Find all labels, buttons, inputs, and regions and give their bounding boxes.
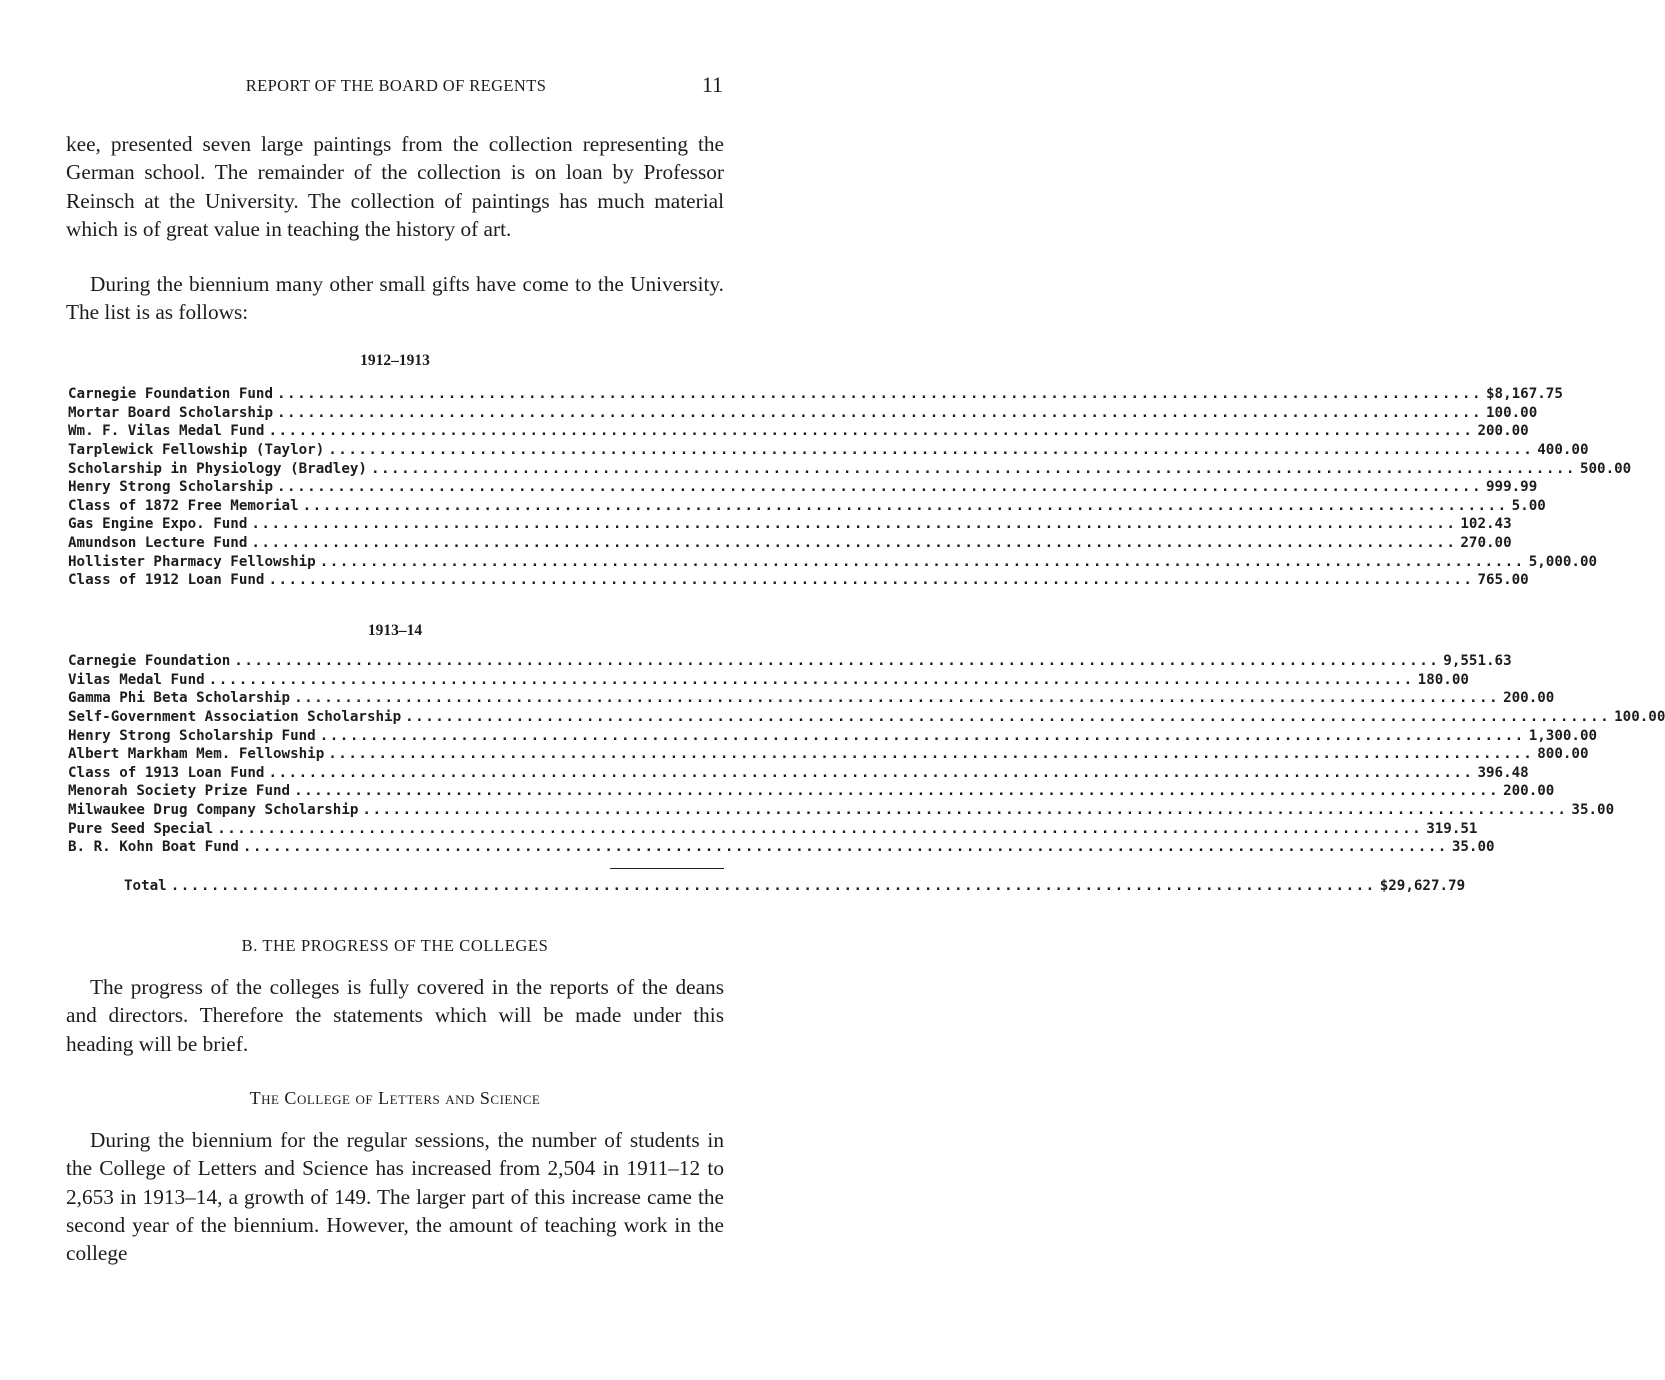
total-rule xyxy=(610,868,724,869)
gift-amount: 396.48 xyxy=(1477,764,1529,781)
gift-amount: 800.00 xyxy=(1537,746,1589,763)
gift-row xyxy=(68,839,1495,858)
gift-row xyxy=(68,479,1538,498)
gift-row xyxy=(68,553,1598,573)
total-row xyxy=(124,878,1466,897)
gift-row xyxy=(68,535,1512,554)
dot-leader: ........................................................................................................................ xyxy=(268,572,1474,589)
page-header xyxy=(66,72,726,102)
dot-leader: ........................................................................................................................ xyxy=(251,516,1457,533)
total-amount: $29,627.79 xyxy=(1379,878,1466,894)
dot-leader: ........................................................................................................................ xyxy=(268,423,1474,440)
gift-row xyxy=(68,727,1598,747)
gift-name: Gamma Phi Beta Scholarship xyxy=(68,690,291,707)
gift-amount: 5,000.00 xyxy=(1528,553,1598,570)
gift-amount: 9,551.63 xyxy=(1443,653,1512,669)
dot-leader: ........................................................................................................................ xyxy=(405,708,1611,725)
gift-amount: 100.00 xyxy=(1486,404,1538,421)
gift-amount: $8,167.75 xyxy=(1486,386,1563,402)
gift-amount: 1,300.00 xyxy=(1528,727,1598,744)
gift-name: B. R. Kohn Boat Fund xyxy=(68,839,239,856)
dot-leader: ........................................................................................................................ xyxy=(217,820,1423,837)
dot-leader: ........................................................................................................................ xyxy=(277,479,1482,496)
gift-amount: 100.00 xyxy=(1614,708,1665,725)
gift-row xyxy=(68,404,1538,424)
dot-leader: ........................................................................................................................ xyxy=(251,535,1457,552)
gift-amount: 35.00 xyxy=(1451,839,1495,856)
dot-leader: ........................................................................................................................ xyxy=(242,839,1448,856)
gift-amount: 319.51 xyxy=(1426,820,1478,837)
gift-name: Vilas Medal Fund xyxy=(68,671,205,688)
paragraph-letters-science: During the biennium for the regular sessions, the number of students in the College of Letters and Science has increased from 2,504 in 1911–12 to 2,653 in 1913–14, a growth of 149. The larger part of this increase came the second year of the biennium. However, the amount of teaching work in the college xyxy=(66,1128,724,1266)
gift-name: Carnegie Foundation Fund xyxy=(68,386,273,402)
dot-leader: ........................................................................................................................ xyxy=(294,783,1500,800)
gift-name: Henry Strong Scholarship xyxy=(68,479,273,496)
gift-name: Tarplewick Fellowship (Taylor) xyxy=(68,441,325,458)
gift-amount: 200.00 xyxy=(1503,690,1555,707)
gift-row xyxy=(68,820,1478,840)
total-leader: ........................................................................................................................ xyxy=(170,878,1376,894)
dot-leader: ........................................................................................................................ xyxy=(208,671,1414,688)
dot-leader: ........................................................................................................................ xyxy=(328,441,1534,458)
gift-amount: 765.00 xyxy=(1477,572,1529,589)
gift-row xyxy=(68,572,1529,591)
gift-amount: 200.00 xyxy=(1477,423,1529,440)
gift-amount: 180.00 xyxy=(1417,671,1469,688)
gift-row xyxy=(68,671,1469,691)
page-number: 11 xyxy=(701,72,723,97)
gift-row xyxy=(68,441,1589,461)
paragraph-colleges-progress: The progress of the colleges is fully covered in the reports of the deans and directors. Therefore the statements which will be made under this heading will be brief. xyxy=(66,975,724,1056)
total-label: Total xyxy=(124,878,167,894)
gift-row xyxy=(68,690,1555,709)
dot-leader: ........................................................................................................................ xyxy=(302,497,1508,514)
gift-amount: 500.00 xyxy=(1579,460,1632,477)
gift-amount: 400.00 xyxy=(1537,441,1589,458)
dot-leader: ........................................................................................................................ xyxy=(370,460,1576,477)
year-heading-1913-14: 1913–14 xyxy=(367,622,423,639)
gift-amount: 270.00 xyxy=(1460,535,1512,552)
gift-name: Milwaukee Drug Company Scholarship xyxy=(68,802,359,819)
gift-name: Class of 1872 Free Memorial xyxy=(68,497,299,514)
gift-row xyxy=(68,497,1546,517)
gift-name: Albert Markham Mem. Fellowship xyxy=(68,746,325,763)
gift-name: Class of 1913 Loan Fund xyxy=(68,764,265,781)
gift-name: Menorah Society Prize Fund xyxy=(68,783,291,800)
gift-row xyxy=(68,423,1529,442)
gift-amount: 35.00 xyxy=(1571,802,1615,819)
dot-leader: ........................................................................................................................ xyxy=(277,386,1482,402)
gift-name: Hollister Pharmacy Fellowship xyxy=(68,553,316,570)
dot-leader: ........................................................................................................................ xyxy=(319,553,1525,570)
dot-leader: ........................................................................................................................ xyxy=(277,404,1482,421)
gift-row xyxy=(68,516,1512,535)
gift-amount: 999.99 xyxy=(1486,479,1538,496)
year-heading-1912-1913: 1912–1913 xyxy=(360,352,430,369)
gift-name: Gas Engine Expo. Fund xyxy=(68,516,248,533)
gift-row xyxy=(68,460,1632,480)
dot-leader: ........................................................................................................................ xyxy=(294,690,1500,707)
section-b-heading: B. THE PROGRESS OF THE COLLEGES xyxy=(241,936,549,955)
paragraph-paintings: kee, presented seven large paintings from the collection representing the German school. The remainder of the collection is on loan by Professor Reinsch at the University. The collection of paintings has much material which is of great value in teaching the history of art. xyxy=(66,132,724,241)
dot-leader: ........................................................................................................................ xyxy=(268,764,1474,781)
paragraph-gifts-intro: During the biennium many other small gifts have come to the University. The list is as follows: xyxy=(66,272,724,325)
gift-row xyxy=(68,653,1512,672)
gift-name: Amundson Lecture Fund xyxy=(68,535,248,552)
gift-name: Wm. F. Vilas Medal Fund xyxy=(68,423,265,440)
gift-name: Class of 1912 Loan Fund xyxy=(68,572,265,589)
gifts-list-1913-14 xyxy=(68,653,1665,858)
dot-leader: ........................................................................................................................ xyxy=(328,746,1534,763)
gift-amount: 102.43 xyxy=(1460,516,1512,533)
gift-row xyxy=(68,802,1615,821)
gift-name: Mortar Board Scholarship xyxy=(68,404,273,421)
dot-leader: ........................................................................................................................ xyxy=(362,802,1568,819)
gift-name: Pure Seed Special xyxy=(68,820,214,837)
dot-leader: ........................................................................................................................ xyxy=(234,653,1440,669)
running-head: REPORT OF THE BOARD OF REGENTS xyxy=(245,76,547,95)
gifts-list-1912-1913 xyxy=(68,386,1632,591)
gift-row xyxy=(68,783,1555,802)
college-heading: The College of Letters and Science xyxy=(249,1088,541,1108)
gift-row xyxy=(68,746,1589,765)
gift-amount: 200.00 xyxy=(1503,783,1555,800)
gift-row xyxy=(68,764,1529,784)
gift-name: Carnegie Foundation xyxy=(68,653,231,669)
dot-leader: ........................................................................................................................ xyxy=(319,727,1525,744)
gift-row xyxy=(68,386,1563,405)
gift-name: Self-Government Association Scholarship xyxy=(68,708,402,725)
gift-name: Henry Strong Scholarship Fund xyxy=(68,727,316,744)
gift-row xyxy=(68,708,1665,728)
gift-amount: 5.00 xyxy=(1511,497,1546,514)
gift-name: Scholarship in Physiology (Bradley) xyxy=(68,460,367,477)
